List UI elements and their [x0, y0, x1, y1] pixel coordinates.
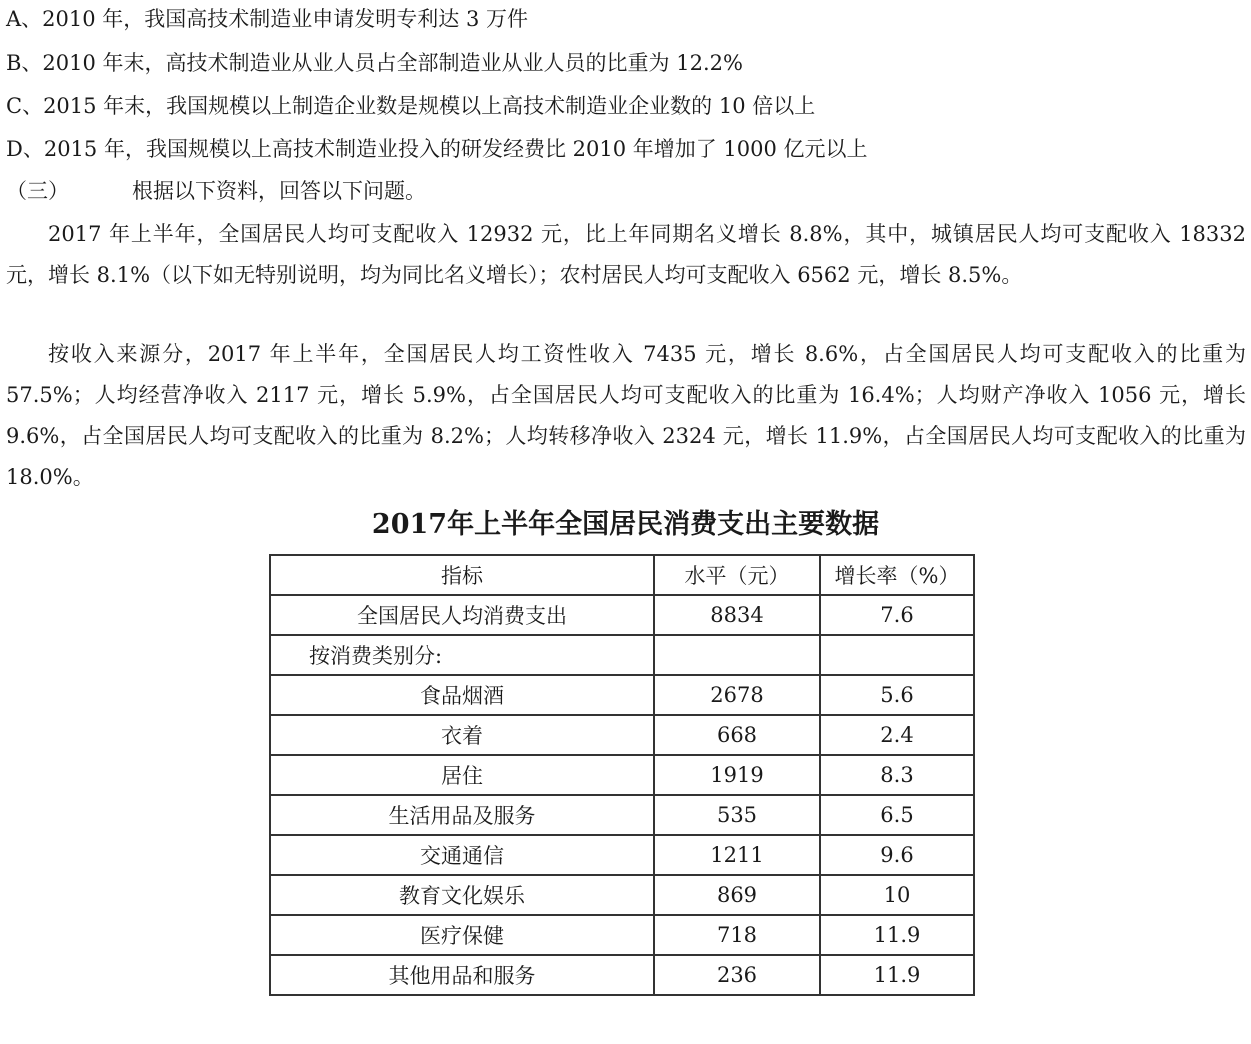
row-level: [654, 635, 820, 675]
section-instruction: 根据以下资料，回答以下问题。: [132, 179, 426, 203]
row-label: 全国居民人均消费支出: [270, 595, 654, 635]
header-level: 水平（元）: [654, 555, 820, 595]
row-label: 居住: [270, 755, 654, 795]
row-growth: 6.5: [820, 795, 974, 835]
table-row: [270, 755, 974, 795]
table-header-row: [270, 555, 974, 595]
row-level: 1919: [654, 755, 820, 795]
row-label: 医疗保健: [270, 915, 654, 955]
option-c: C、2015 年末，我国规模以上制造企业数是规模以上高技术制造业企业数的 10 倍以上: [6, 94, 816, 118]
row-label: 衣着: [270, 715, 654, 755]
option-b: B、2010 年末，高技术制造业从业人员占全部制造业从业人员的比重为 12.2%: [6, 51, 743, 75]
table-row: [270, 675, 974, 715]
option-a: A、2010 年，我国高技术制造业申请发明专利达 3 万件: [6, 7, 528, 31]
table-row: [270, 835, 974, 875]
row-level: 2678: [654, 675, 820, 715]
row-level: 236: [654, 955, 820, 995]
row-label: 生活用品及服务: [270, 795, 654, 835]
row-label: 按消费类别分:: [270, 635, 654, 675]
row-level: 8834: [654, 595, 820, 635]
row-growth: 7.6: [820, 595, 974, 635]
row-label: 食品烟酒: [270, 675, 654, 715]
row-level: 718: [654, 915, 820, 955]
row-level: 535: [654, 795, 820, 835]
table-row: [270, 715, 974, 755]
paragraph-income-sources: 按收入来源分，2017 年上半年，全国居民人均工资性收入 7435 元，增长 8.6%，占全国居民人均可支配收入的比重为 57.5%；人均经营净收入 2117 元，增长 5.9%，占全国居民人均可支配收入的比重为 16.4%；人均财产净收入 1056 元，增长 9.6%，占全国居民人均可支配收入的比重为 8.2%；人均转移净收入 2324 元，增长 11.9%，占全国居民人均可支配收入的比重为 18.0%。: [6, 342, 1246, 489]
header-indicator: 指标: [270, 555, 654, 595]
row-growth: 5.6: [820, 675, 974, 715]
row-level: 1211: [654, 835, 820, 875]
row-level: 869: [654, 875, 820, 915]
paragraph-income-overview: 2017 年上半年，全国居民人均可支配收入 12932 元，比上年同期名义增长 8.8%，其中，城镇居民人均可支配收入 18332 元，增长 8.1%（以下如无特别说明，均为同比名义增长）；农村居民人均可支配收入 6562 元，增长 8.5%。: [6, 222, 1246, 287]
option-d: D、2015 年，我国规模以上高技术制造业投入的研发经费比 2010 年增加了 1000 亿元以上: [6, 137, 868, 161]
row-growth: 9.6: [820, 835, 974, 875]
table-row: [270, 875, 974, 915]
row-label: 交通通信: [270, 835, 654, 875]
table-row: [270, 915, 974, 955]
table-title: 2017年上半年全国居民消费支出主要数据: [371, 509, 880, 540]
row-growth: 11.9: [820, 955, 974, 995]
consumption-table: [269, 554, 975, 996]
row-growth: 2.4: [820, 715, 974, 755]
header-growth-rate: 增长率（%）: [820, 555, 974, 595]
row-growth: 10: [820, 875, 974, 915]
section-heading: [6, 176, 426, 206]
table-row: [270, 635, 974, 675]
row-growth: 8.3: [820, 755, 974, 795]
table-row: [270, 795, 974, 835]
row-growth: 11.9: [820, 915, 974, 955]
table-row: [270, 595, 974, 635]
table-row: [270, 955, 974, 995]
row-level: 668: [654, 715, 820, 755]
row-label: 其他用品和服务: [270, 955, 654, 995]
row-label: 教育文化娱乐: [270, 875, 654, 915]
section-number: （三）: [6, 179, 69, 203]
row-growth: [820, 635, 974, 675]
